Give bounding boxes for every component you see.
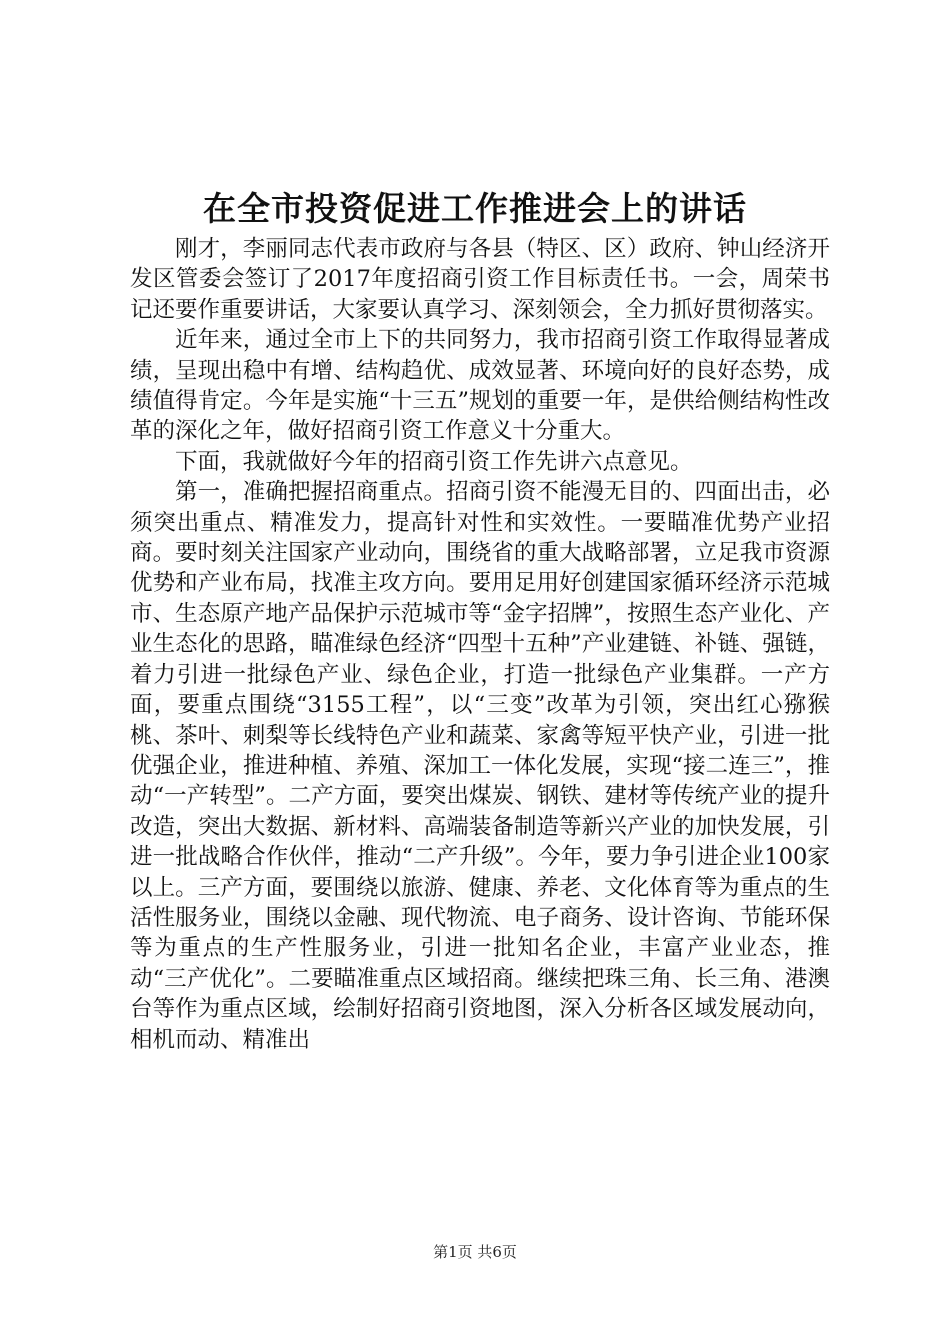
page-number-footer: 第1页 共6页 bbox=[433, 1243, 517, 1261]
paragraph-achievements: 近年来，通过全市上下的共同努力，我市招商引资工作取得显著成绩，呈现出稳中有增、结构趋优、成效显著、环境向好的良好态势，成绩值得肯定。今年是实施“十三五”规划的重要一年，是供给侧结构性改革的深化之年，做好招商引资工作意义十分重大。 bbox=[130, 327, 830, 445]
paragraph-intro-points: 下面，我就做好今年的招商引资工作先讲六点意见。 bbox=[175, 448, 693, 475]
paragraph-point-one: 第一，准确把握招商重点。招商引资不能漫无目的、四面出击，必须突出重点、精准发力，提高针对性和实效性。一要瞄准优势产业招商。要时刻关注国家产业动向，围绕省的重大战略部署，立足我市资源优势和产业布局，找准主攻方向。要用足用好创建国家循环经济示范城市、生态原产地产品保护示范城市等“金字招牌”，按照生态产业化、产业生态化的思路，瞄准绿色经济“四型十五种”产业建链、补链、强链，着力引进一批绿色产业、绿色企业，打造一批绿色产业集群。一产方面，要重点围绕“3155工程”，以“三变”改革为引领，突出红心猕猴桃、茶叶、刺梨等长线特色产业和蔬菜、家禽等短平快产业，引进一批优强企业，推进种植、养殖、深加工一体化发展，实现“接二连三”，推动“一产转型”。二产方面，要突出煤炭、钢铁、建材等传统产业的提升改造，突出大数据、新材料、高端装备制造等新兴产业的加快发展，引进一批战略合作伙伴，推动“二产升级”。今年，要力争引进企业100家以上。三产方面，要围绕以旅游、健康、养老、文化体育等为重点的生活性服务业，围绕以金融、现代物流、电子商务、设计咨询、节能环保等为重点的生产性服务业，引进一批知名企业，丰富产业业态，推动“三产优化”。二要瞄准重点区域招商。继续把珠三角、长三角、港澳台等作为重点区域，绘制好招商引资地图，深入分析各区域发展动向，相机而动、精准出 bbox=[130, 479, 830, 1053]
document-title: 在全市投资促进工作推进会上的讲话 bbox=[203, 189, 747, 228]
paragraph-opening: 刚才，李丽同志代表市政府与各县（特区、区）政府、钟山经济开发区管委会签订了2017年度招商引资工作目标责任书。一会，周荣书记还要作重要讲话，大家要认真学习、深刻领会，全力抓好贯彻落实。 bbox=[130, 236, 830, 323]
document-body bbox=[130, 234, 830, 1055]
